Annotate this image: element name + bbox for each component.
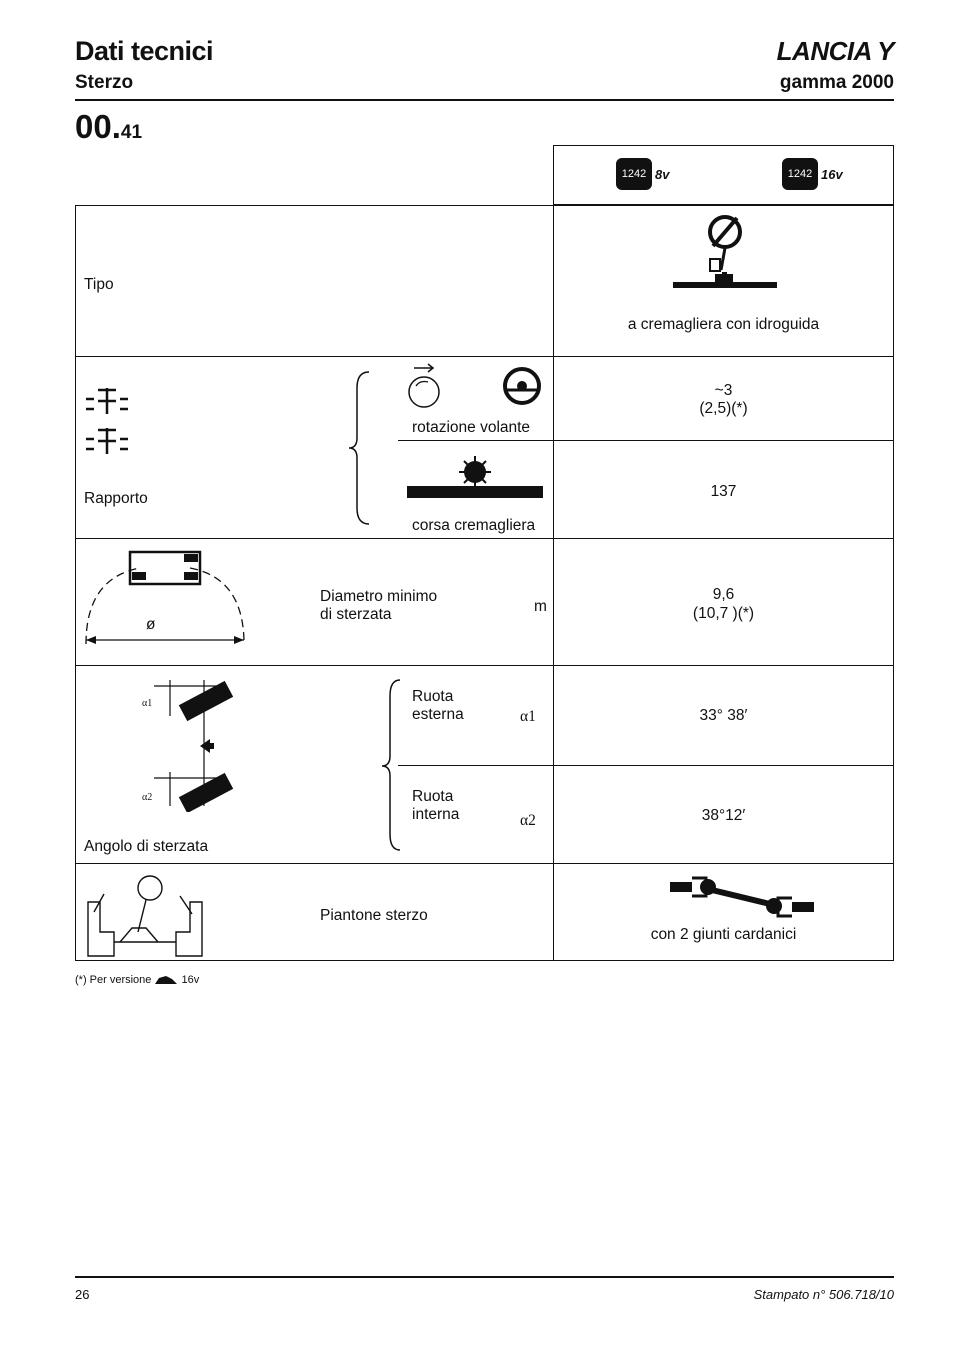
footer-rule bbox=[75, 1276, 894, 1278]
ruota-interna-label-1: Ruota bbox=[412, 788, 454, 805]
diametro-unit: m bbox=[534, 598, 547, 615]
steering-rack-icon bbox=[665, 212, 785, 302]
engine-block-icon: 1242 bbox=[616, 158, 652, 190]
page-number: 26 bbox=[75, 1287, 90, 1302]
gear-ratio-icon bbox=[82, 384, 142, 474]
page-code: 00.41 bbox=[75, 108, 143, 145]
steering-rotation-icon bbox=[402, 362, 542, 412]
corsa-value: 137 bbox=[710, 483, 737, 500]
diameter-symbol: ø bbox=[146, 616, 156, 633]
column-divider bbox=[553, 145, 554, 961]
engine-16v: 1242 16v bbox=[782, 158, 843, 190]
diametro-label-2: di sterzata bbox=[320, 606, 392, 623]
sub-divider bbox=[398, 440, 894, 441]
steering-angle-icon bbox=[140, 676, 250, 812]
engine-block-icon: 1242 bbox=[782, 158, 818, 190]
tipo-value: a cremagliera con idroguida bbox=[627, 316, 820, 333]
car-icon bbox=[154, 974, 178, 986]
angolo-esterna-value: 33° 38′ bbox=[699, 707, 748, 724]
row-divider bbox=[75, 863, 894, 864]
rotazione-volante-label: rotazione volante bbox=[412, 419, 531, 436]
angolo-interna-value: 38°12′ bbox=[701, 807, 746, 824]
model-range: gamma 2000 bbox=[779, 72, 894, 93]
row-divider bbox=[75, 665, 894, 666]
rapporto-label: Rapporto bbox=[84, 490, 148, 507]
diametro-label-1: Diametro minimo bbox=[320, 588, 438, 605]
header-rule bbox=[75, 99, 894, 101]
brand-name: LANCIA Y bbox=[776, 36, 894, 66]
rack-gear-icon bbox=[405, 456, 545, 500]
alpha1-symbol: α1 bbox=[520, 708, 536, 725]
brace-icon bbox=[345, 368, 375, 528]
engine-8v: 1242 8v bbox=[616, 158, 669, 190]
corsa-cremagliera-label: corsa cremagliera bbox=[412, 517, 536, 534]
steering-column-icon bbox=[80, 872, 210, 958]
ruota-esterna-label-2: esterna bbox=[412, 706, 464, 723]
ruota-esterna-label-1: Ruota bbox=[412, 688, 454, 705]
diametro-value-alt: (10,7 )(*) bbox=[692, 605, 755, 622]
row-divider bbox=[75, 356, 894, 357]
rotazione-value: ~3 bbox=[714, 382, 733, 399]
cardan-shaft-icon bbox=[668, 872, 818, 922]
angolo-label: Angolo di sterzata bbox=[84, 838, 209, 855]
row-divider bbox=[75, 538, 894, 539]
brace-icon bbox=[378, 676, 404, 856]
ruota-interna-label-2: interna bbox=[412, 806, 460, 823]
footnote: (*) Per versione 16v bbox=[75, 974, 200, 986]
rotazione-value-alt: (2,5)(*) bbox=[699, 400, 748, 417]
section-subtitle: Sterzo bbox=[75, 72, 134, 93]
turning-circle-icon bbox=[80, 548, 250, 656]
tipo-label: Tipo bbox=[84, 276, 114, 293]
engine-header bbox=[553, 145, 894, 205]
svg-text:α1: α1 bbox=[142, 698, 153, 709]
alpha2-symbol: α2 bbox=[520, 812, 536, 829]
page-title: Dati tecnici bbox=[75, 36, 214, 66]
piantone-label: Piantone sterzo bbox=[320, 907, 428, 924]
diametro-value: 9,6 bbox=[712, 586, 735, 603]
sub-divider bbox=[398, 765, 894, 766]
svg-text:α2: α2 bbox=[142, 792, 153, 803]
print-code: Stampato n° 506.718/10 bbox=[753, 1287, 894, 1302]
piantone-value: con 2 giunti cardanici bbox=[650, 926, 797, 943]
